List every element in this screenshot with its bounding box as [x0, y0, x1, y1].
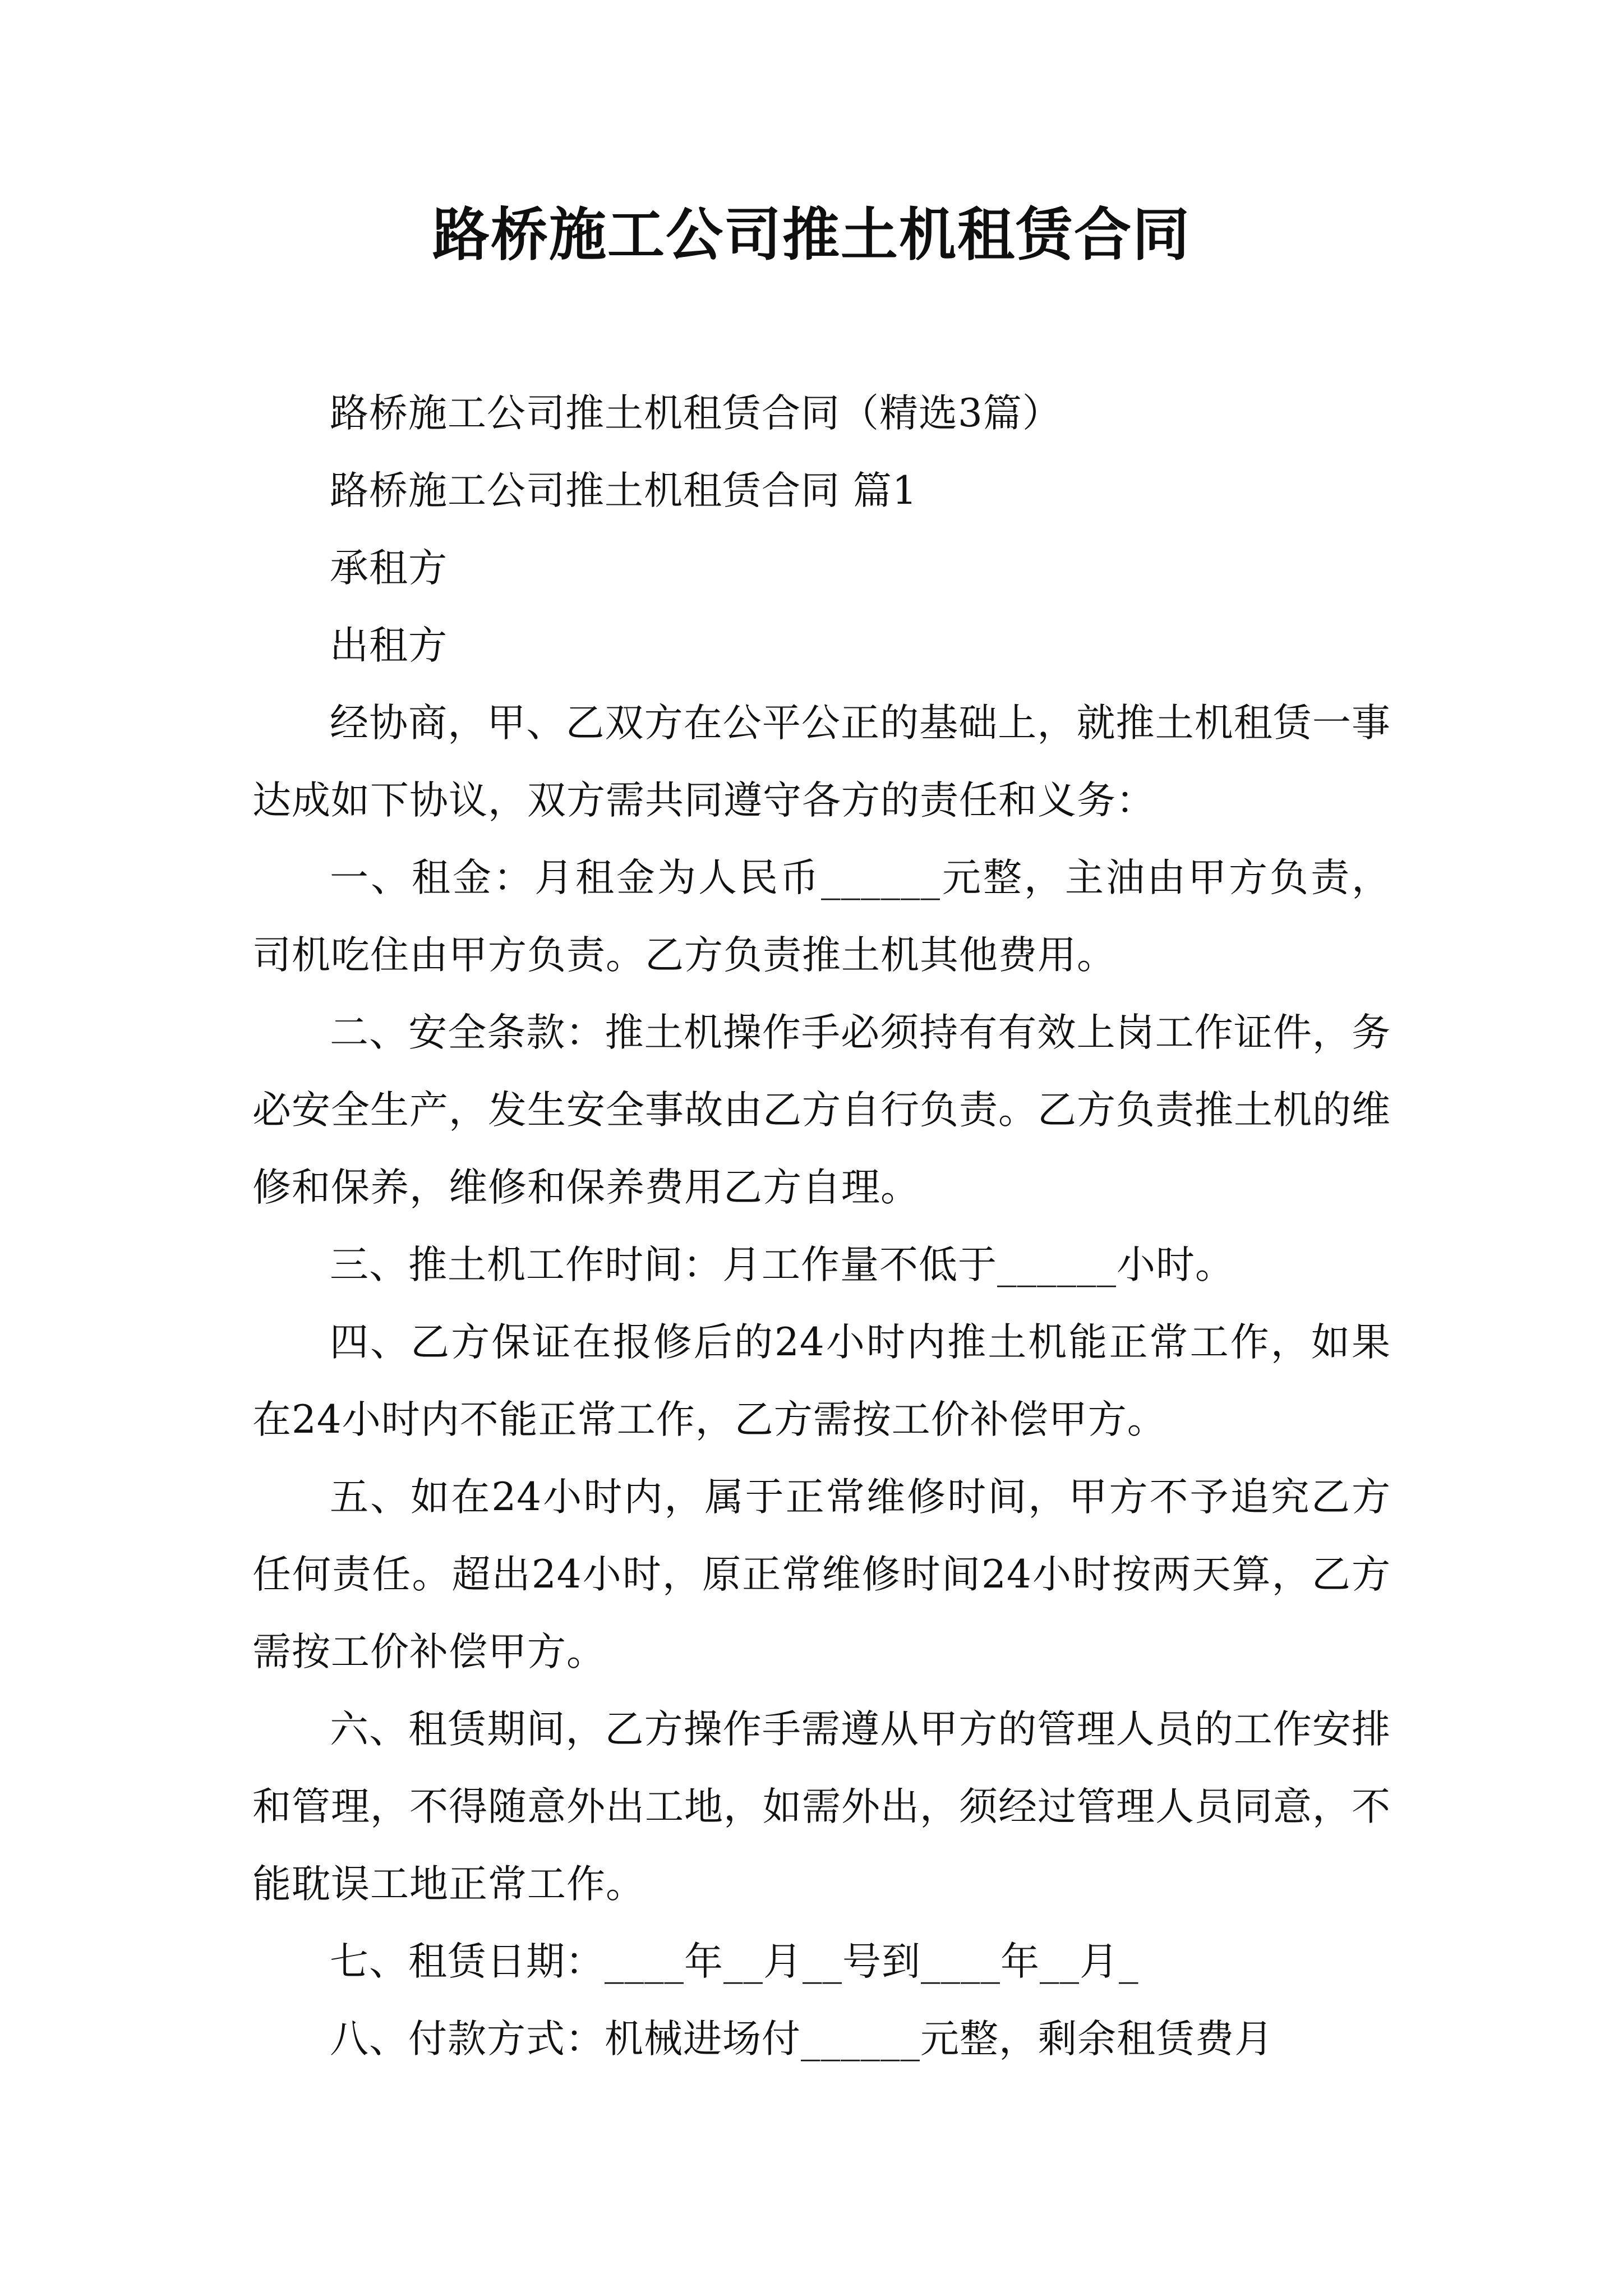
clause-management: 六、租赁期间，乙方操作手需遵从甲方的管理人员的工作安排和管理，不得随意外出工地，如需外出，须经过管理人员同意，不能耽误工地正常工作。 — [252, 1707, 1391, 1907]
clause-repair-time: 五、如在24小时内，属于正常维修时间，甲方不予追究乙方任何责任。超出24小时，原正常维修时间24小时按两天算，乙方需按工价补偿甲方。 — [252, 1475, 1391, 1674]
clause-rent: 一、租金：月租金为人民币______元整，主油由甲方负责，司机吃住由甲方负责。乙方负责推土机其他费用。 — [252, 855, 1391, 978]
party-lessee: 承租方 — [330, 546, 448, 591]
clause-safety: 二、安全条款：推土机操作手必须持有有效上岗工作证件，务必安全生产，发生安全事故由乙方自行负责。乙方负责推土机的维修和保养，维修和保养费用乙方自理。 — [252, 1010, 1391, 1210]
clause-repair-guarantee: 四、乙方保证在报修后的24小时内推土机能正常工作，如果在24小时内不能正常工作，乙方需按工价补偿甲方。 — [252, 1320, 1391, 1442]
section-heading: 路桥施工公司推土机租赁合同 篇1 — [330, 468, 917, 513]
party-lessor: 出租方 — [330, 623, 448, 668]
document-title: 路桥施工公司推土机租赁合同 — [432, 202, 1191, 269]
clause-lease-date: 七、租赁日期：____年__月__号到____年__月_ — [330, 1939, 1139, 1984]
preamble-paragraph: 经协商，甲、乙双方在公平公正的基础上，就推土机租赁一事达成如下协议，双方需共同遵守各方的责任和义务： — [252, 701, 1391, 823]
subtitle-selected: 路桥施工公司推土机租赁合同（精选3篇） — [330, 391, 1062, 436]
clause-working-hours: 三、推土机工作时间：月工作量不低于______小时。 — [330, 1243, 1234, 1287]
clause-payment: 八、付款方式：机械进场付______元整，剩余租赁费月 — [330, 2017, 1274, 2062]
document-body — [252, 375, 1391, 2078]
